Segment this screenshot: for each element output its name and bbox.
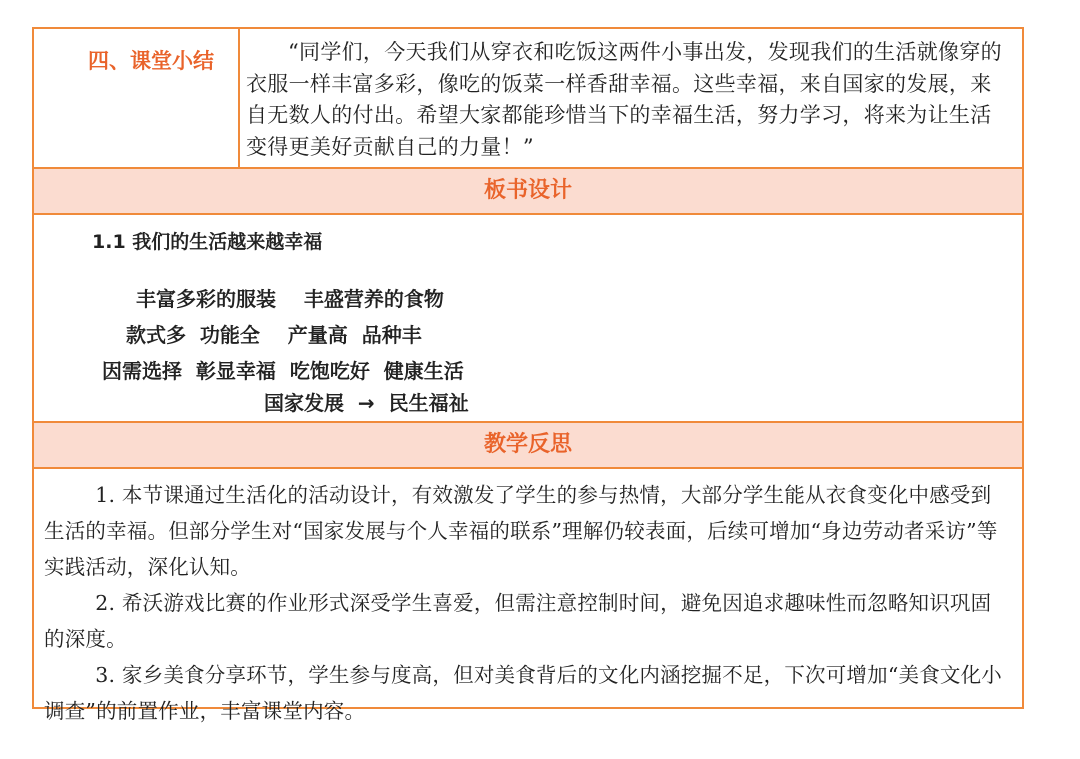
reflection-section [34, 469, 1022, 723]
board-line: 国家发展 → 民生福祉 [264, 391, 469, 415]
board-title: 1.1 我们的生活越来越幸福 [92, 231, 323, 253]
summary-text: “同学们，今天我们从穿衣和吃饭这两件小事出发，发现我们的生活就像穿的衣服一样丰富多彩，像吃的饭菜一样香甜幸福。这些幸福，来自国家的发展，来自无数人的付出。希望大家都能珍惜当下的幸福生活，努力学习，将来为让生活变得更美好贡献自己的力量！” [246, 40, 1002, 159]
summary-label: 四、课堂小结 [88, 49, 214, 73]
summary-label-cell [34, 29, 240, 167]
reflection-item: 3. 家乡美食分享环节，学生参与度高，但对美食背后的文化内涵挖掘不足，下次可增加“美食文化小调查”的前置作业，丰富课堂内容。 [44, 663, 1003, 723]
board-line: 丰富多彩的服装 丰盛营养的食物 [136, 287, 444, 311]
reflection-item: 2. 希沃游戏比赛的作业形式深受学生喜爱，但需注意控制时间，避免因追求趣味性而忽略知识巩固的深度。 [44, 591, 992, 651]
board-line: 因需选择 彰显幸福 吃饱吃好 健康生活 [102, 359, 464, 383]
reflection-item: 1. 本节课通过生活化的活动设计，有效激发了学生的参与热情，大部分学生能从衣食变化中感受到生活的幸福。但部分学生对“国家发展与个人幸福的联系”理解仍较表面，后续可增加“身边劳动者采访”等实践活动，深化认知。 [44, 483, 998, 579]
lesson-plan-table [32, 27, 1024, 723]
reflection-header: 教学反思 [34, 423, 1022, 469]
board-line: 款式多 功能全 产量高 品种丰 [126, 323, 422, 347]
summary-row [34, 29, 1022, 169]
board-design-section [34, 215, 1022, 423]
board-design-header: 板书设计 [34, 169, 1022, 215]
